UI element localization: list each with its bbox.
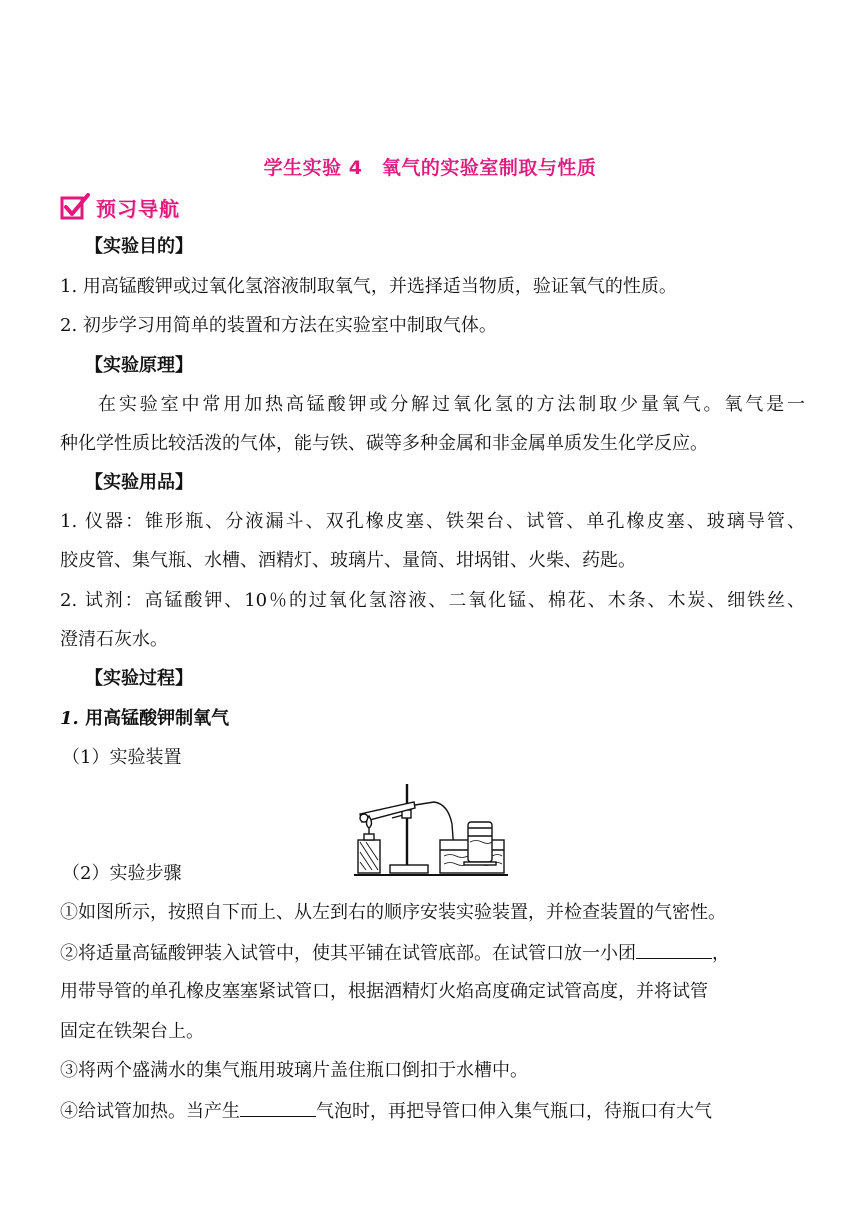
step-3: ③将两个盛满水的集气瓶用玻璃片盖住瓶口倒扣于水槽中。: [60, 1060, 528, 1081]
preview-guide-badge: [60, 192, 180, 222]
step-1: ①如图所示，按照自下而上、从左到右的顺序安装实验装置，并检查装置的气密性。: [60, 902, 726, 923]
check-box-icon: [60, 193, 90, 221]
step-title-text: 用高锰酸钾制氧气: [78, 708, 230, 729]
materials-text: 澄清石灰水。: [60, 629, 168, 650]
principle-heading: 【实验原理】: [85, 355, 193, 376]
purpose-heading: 【实验目的】: [85, 236, 193, 257]
step-2-line-3: 固定在铁架台上。: [60, 1021, 204, 1042]
step-2-line-2: 用带导管的单孔橡皮塞塞紧试管口，根据酒精灯火焰高度确定试管高度，并将试管: [60, 981, 708, 1002]
step-4: [60, 1100, 805, 1123]
step-4-text-cont: 气泡时，再把导管口伸入集气瓶口，待瓶口有大气: [316, 1101, 712, 1122]
principle-text: 种化学性质比较活泼的气体，能与铁、碳等多种金属和非金属单质发生化学反应。: [60, 433, 708, 454]
materials-heading: 【实验用品】: [85, 472, 193, 493]
step-number: 1.: [60, 708, 79, 729]
page-title: 学生实验 4 氧气的实验室制取与性质: [263, 157, 597, 179]
step-2-line-1: [60, 942, 805, 965]
fill-in-blank: [636, 942, 712, 959]
step-4-text: ④给试管加热。当产生: [60, 1101, 240, 1122]
purpose-item: 2. 初步学习用简单的装置和方法在实验室中制取气体。: [60, 315, 497, 336]
step-2-punct: ，: [712, 943, 730, 964]
materials-text: 1. 仪器：锥形瓶、分液漏斗、双孔橡皮塞、铁架台、试管、单孔橡皮塞、玻璃导管、: [60, 511, 805, 532]
materials-text: 2. 试剂：高锰酸钾、10％的过氧化氢溶液、二氧化锰、棉花、木条、木炭、细铁丝、: [60, 590, 805, 611]
step-title: [60, 708, 805, 730]
principle-text: 在实验室中常用加热高锰酸钾或分解过氧化氢的方法制取少量氧气。氧气是一: [98, 394, 805, 415]
process-heading: 【实验过程】: [85, 668, 193, 689]
fill-in-blank: [240, 1100, 316, 1117]
step-2-text: ②将适量高锰酸钾装入试管中，使其平铺在试管底部。在试管口放一小团: [60, 943, 636, 964]
apparatus-label: （1）实验装置: [62, 747, 182, 768]
materials-text: 胶皮管、集气瓶、水槽、酒精灯、玻璃片、量筒、坩埚钳、火柴、药匙。: [60, 550, 636, 571]
steps-label: （2）实验步骤: [62, 863, 182, 884]
purpose-item: 1. 用高锰酸钾或过氧化氢溶液制取氧气，并选择适当物质，验证氧气的性质。: [60, 276, 677, 297]
badge-label: 预习导航: [96, 196, 180, 221]
